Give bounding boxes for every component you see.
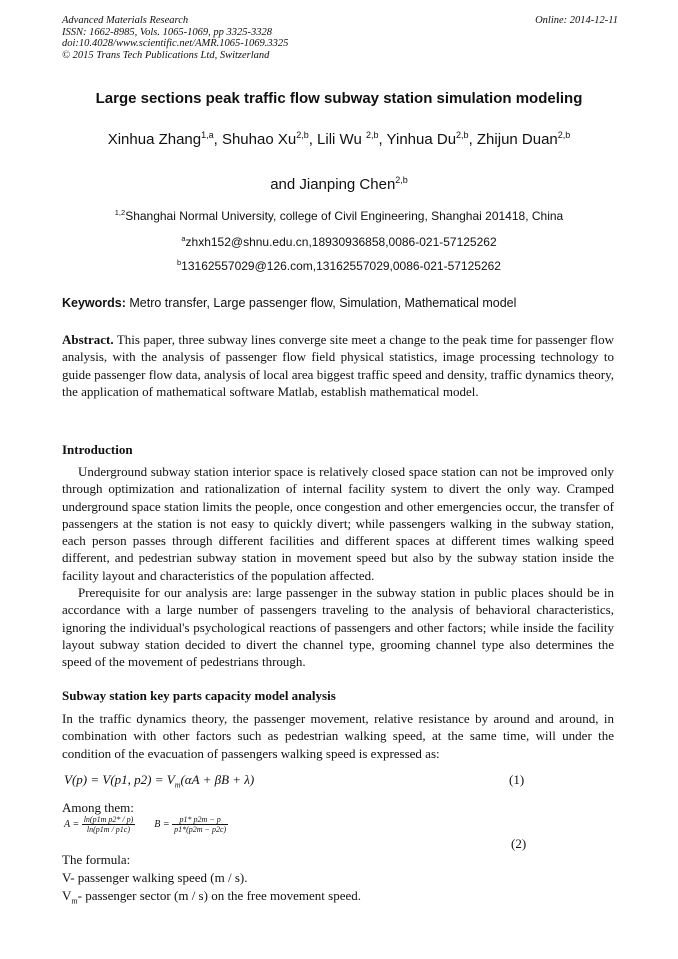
fraction-numerator: p1* p2m − p (172, 815, 228, 825)
equation-2 (64, 815, 228, 834)
author-name: Xinhua Zhang (107, 131, 202, 148)
keywords-text: Metro transfer, Large passenger flow, Simulation, Mathematical model (125, 296, 517, 310)
equation-2-number: (2) (511, 836, 527, 851)
author-sup: 2,b (395, 175, 408, 185)
equation-1-sub: m (174, 780, 181, 790)
author-sup: 2,b (557, 130, 571, 140)
equation-1-number: (1) (509, 772, 525, 787)
email-sup: b (177, 258, 182, 267)
section-heading-capacity: Subway station key parts capacity model analysis (62, 688, 336, 703)
introduction-body (62, 463, 614, 671)
definition-vm-sub: m (71, 896, 78, 906)
email-b (0, 258, 678, 273)
introduction-heading: Introduction (62, 442, 133, 457)
running-header (62, 15, 618, 61)
online-date: Online: 2014-12-11 (535, 15, 618, 26)
author-sup: 2,b (456, 130, 469, 140)
introduction-paragraph-1: Underground subway station interior space is relatively closed space station can not be improved only through optimization and rationalization of internal facility system to divert the only way. Cramped underground space station limits the people, once congestion and other emergencies occur, the transfer of passengers at the station is not easy to quickly divert; while passengers walking in the subway station, each person passes through different facilities and different spaces at different times walking speed different, and pedestrian subway station in movement speed but also by the subway station inside the facility layout and characteristics of the population affected. (62, 464, 614, 583)
author-sup: 2,b (365, 130, 379, 140)
affiliation-sup: 1,2 (114, 208, 126, 217)
formula-label: The formula: (62, 852, 131, 867)
equation-2-a-fraction (82, 815, 136, 834)
among-them-label: Among them: (62, 800, 134, 815)
author-name: , Yinhua Du (378, 131, 457, 148)
email-sup: a (181, 234, 186, 243)
keywords-label: Keywords: (62, 296, 126, 310)
doi-line: doi:10.4028/www.scientific.net/AMR.1065-1069.3325 (62, 38, 289, 49)
equation-2-b-fraction (172, 815, 228, 834)
abstract (62, 331, 614, 400)
definition-vm-text: - passenger sector (m / s) on the free movement speed. (77, 888, 361, 903)
definition-vm-symbol: V (62, 888, 72, 903)
fraction-denominator: p1*(p2m − p2c) (174, 825, 227, 834)
author-sup: 2,b (296, 130, 309, 140)
author-name: , Zhijun Duan (468, 131, 558, 148)
keywords (62, 296, 516, 310)
author-line-2 (0, 175, 678, 193)
paper-title: Large sections peak traffic flow subway station simulation modeling (95, 90, 583, 107)
definition-v: V- passenger walking speed (m / s). (62, 870, 248, 885)
definition-vm (62, 888, 361, 906)
equation-2-b-lhs: B = (154, 818, 170, 830)
author-sup: 1,a (201, 130, 214, 140)
equation-1 (64, 772, 254, 790)
author-name: and Jianping Chen (270, 176, 396, 193)
equation-1-lhs: V(p) = V(p1, p2) = V (64, 772, 175, 787)
fraction-numerator: ln(p1m p2* / p) (83, 815, 134, 824)
email-text: zhxh152@shnu.edu.cn,18930936858,0086-021-57125262 (185, 235, 497, 249)
email-text: 13162557029@126.com,13162557029,0086-021-57125262 (181, 259, 501, 273)
section-capacity-body (62, 710, 614, 762)
email-a (0, 234, 678, 249)
author-name: , Shuhao Xu (213, 131, 297, 148)
equation-1-rhs: (αA + βB + λ) (180, 772, 255, 787)
journal-name: Advanced Materials Research (62, 15, 189, 26)
equation-2-a-lhs: A = (64, 818, 80, 830)
author-name: , Lili Wu (308, 131, 366, 148)
copyright-line: © 2015 Trans Tech Publications Ltd, Switzerland (62, 49, 270, 61)
abstract-label: Abstract. (62, 332, 114, 347)
abstract-text: This paper, three subway lines converge site meet a change to the peak time for passenger flow analysis, with the analysis of passenger flow field physical statistics, image processing technology to guide passenger flow data, analysis of local area biggest traffic speed and density, traffic dynamics theory, the application of mathematical software Matlab, establish mathematical model. (62, 332, 614, 399)
affiliation-text: Shanghai Normal University, college of Civil Engineering, Shanghai 201418, China (125, 209, 564, 223)
fraction-denominator: ln(p1m / p1c) (86, 825, 131, 834)
issn-line: ISSN: 1662-8985, Vols. 1065-1069, pp 3325-3328 (62, 26, 272, 38)
affiliation (0, 208, 678, 223)
introduction-paragraph-2: Prerequisite for our analysis are: large passenger in the subway station in public places should be in accordance with a large number of passengers traveling to the analysis of behavioral characteristics, ignoring the individual's psychological reactions of passengers and other factors; while inside the facility layout subway station decided to divert the channel type, grooming channel type also determines the speed of the movement of pedestrians through. (62, 585, 614, 670)
section-capacity-paragraph: In the traffic dynamics theory, the passenger movement, relative resistance by around and around, in combination with other factors such as pedestrian walking speed, at the same time, will under the condition of the evacuation of passengers walking speed is expressed as: (62, 711, 614, 761)
author-line-1 (0, 130, 678, 148)
